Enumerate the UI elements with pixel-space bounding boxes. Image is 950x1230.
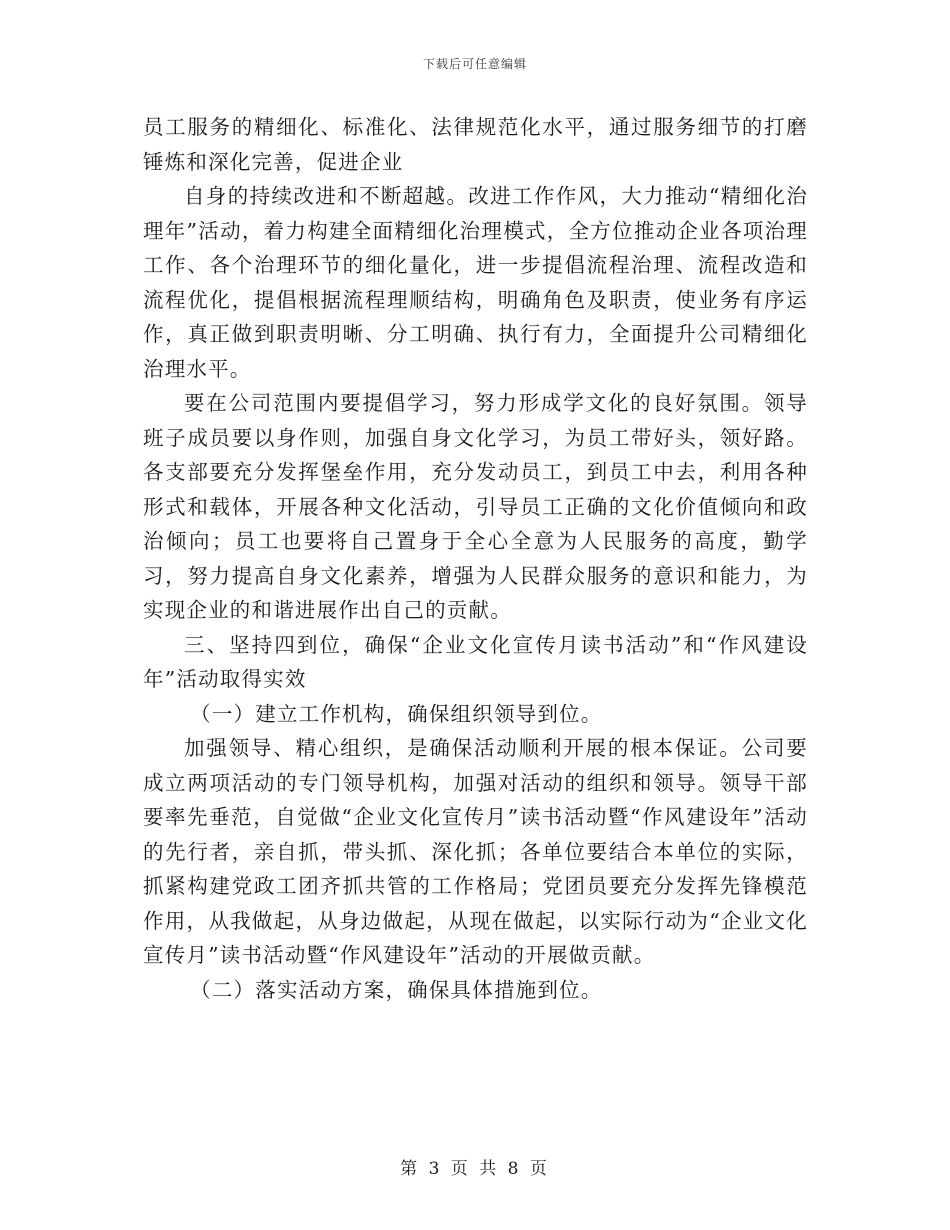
body-paragraph: 加强领导、精心组织，是确保活动顺利开展的根本保证。公司要成立两项活动的专门领导机构，加强对活动的组织和领导。领导干部要率先垂范，自觉做“企业文化宣传月”读书活动暨“作风建设年”活动的先行者，亲自抓，带头抓、深化抓；各单位要结合本单位的实际，抓紧构建党政工团齐抓共管的工作格局；党团员要充分发挥先锋模范作用，从我做起，从身边做起，从现在做起，以实际行动为“企业文化宣传月”读书活动暨“作风建设年”活动的开展做贡献。: [143, 736, 808, 967]
body-paragraph: 要在公司范围内要提倡学习，努力形成学文化的良好氛围。领导班子成员要以身作则，加强自身文化学习，为员工带好头，领好路。各支部要充分发挥堡垒作用，充分发动员工，到员工中去，利用各种形式和载体，开展各种文化活动，引导员工正确的文化价值倾向和政治倾向；员工也要将自己置身于全心全意为人民服务的高度，勤学习，努力提高自身文化素养，增强为人民群众服务的意识和能力，为实现企业的和谐进展作出自己的贡献。: [143, 391, 808, 622]
body-paragraph: 员工服务的精细化、标准化、法律规范化水平，通过服务细节的打磨锤炼和深化完善，促进企业: [143, 115, 808, 174]
page-number-footer: 第 3 页 共 8 页: [400, 1159, 550, 1179]
subsection-heading: （二）落实活动方案，确保具体措施到位。: [190, 977, 603, 1002]
body-paragraph: 自身的持续改进和不断超越。改进工作作风，大力推动“精细化治理年”活动，着力构建全面精细化治理模式，全方位推动企业各项治理工作、各个治理环节的细化量化，进一步提倡流程治理、流程改造和流程优化，提倡根据流程理顺结构，明确角色及职责，使业务有序运作，真正做到职责明晰、分工明确、执行有力，全面提升公司精细化治理水平。: [143, 184, 808, 381]
document-body: [143, 110, 808, 1007]
subsection-heading: （一）建立工作机构，确保组织领导到位。: [190, 701, 603, 726]
section-heading: 三、坚持四到位，确保“企业文化宣传月读书活动”和“作风建设年”活动取得实效: [143, 632, 808, 691]
page-header: 下载后可任意编辑: [422, 57, 527, 71]
